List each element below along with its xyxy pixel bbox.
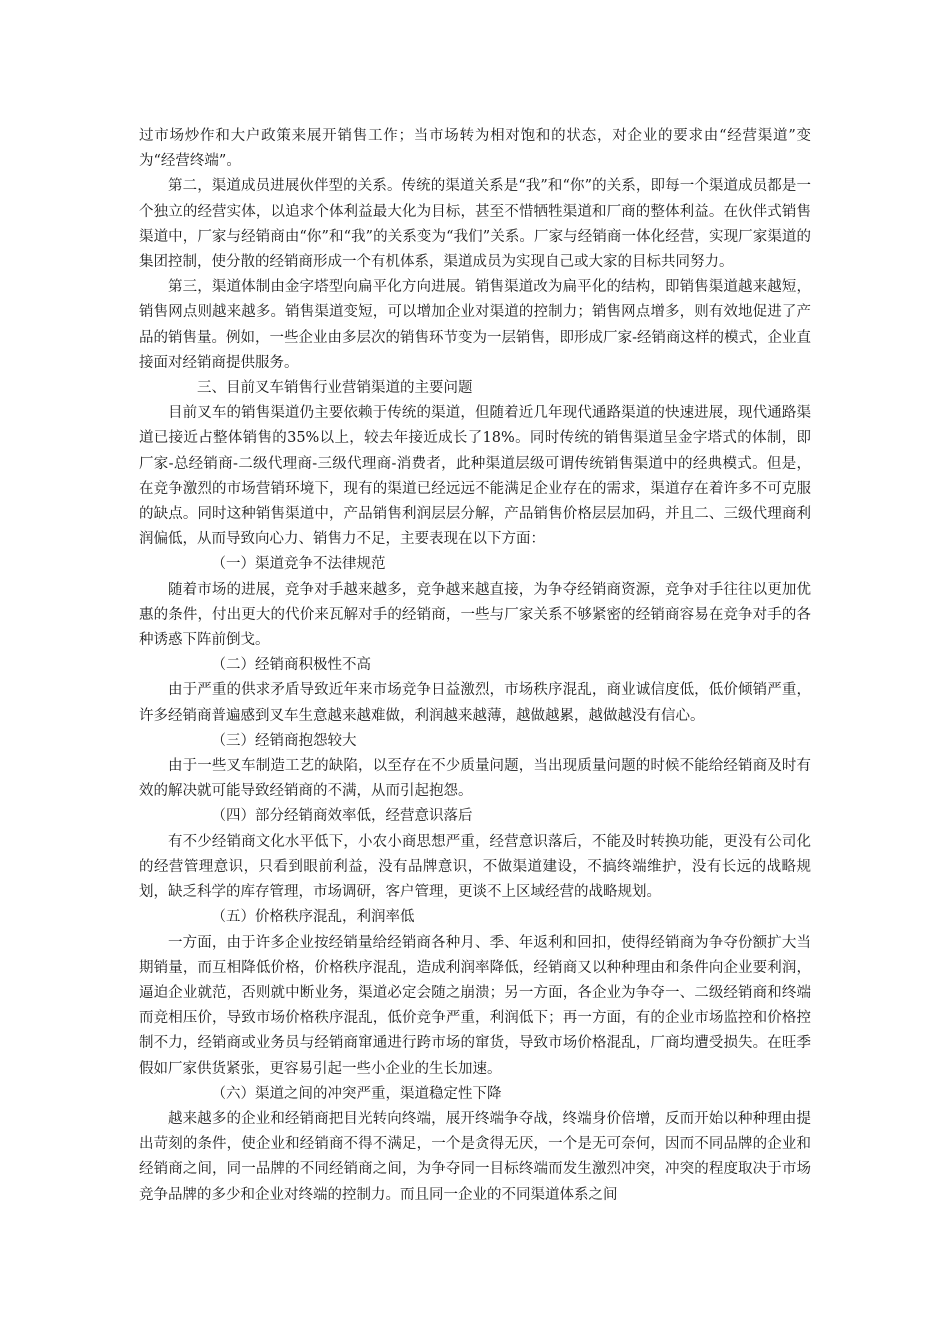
subheading-4: （四）部分经销商效率低，经营意识落后 [211, 808, 473, 825]
paragraph-complaints: 由于一些叉车制造工艺的缺陷，以至存在不少质量问题，当出现质量问题的时候不能给经销商及时有效的解决就可能导致经销商的不满，从而引起抱怨。 [139, 758, 811, 800]
paragraph-flattening: 第三，渠道体制由金字塔型向扁平化方向进展。销售渠道改为扁平化的结构，即销售渠道越来越短，销售网点则越来越多。销售渠道变短，可以增加企业对渠道的控制力；销售网点增多，则有效地促进了产品的销售量。例如，一些企业由多层次的销售环节变为一层销售，即形成厂家-经销商这样的模式，企业直接面对经销商提供服务。 [139, 279, 811, 371]
subheading-3: （三）经销商抱怨较大 [211, 732, 357, 749]
section-heading: 三、目前叉车销售行业营销渠道的主要问题 [197, 380, 473, 397]
paragraph-pricing: 一方面，由于许多企业按经销量给经销商各种月、季、年返利和回扣，使得经销商为争夺份额扩大当期销量，而互相降低价格，价格秩序混乱，造成利润率降低，经销商又以种种理由和条件向企业要利润，逼迫企业就范，否则就中断业务，渠道必定会随之崩溃；另一方面，各企业为争夺一、二级经销商和终端而竞相压价，导致市场价格秩序混乱，低价竞争严重，利润低下；再一方面，有的企业市场监控和价格控制不力，经销商或业务员与经销商窜通进行跨市场的窜货，导致市场价格混乱，厂商均遭受损失。在旺季假如厂家供货紧张，更容易引起一些小企业的生长加速。 [139, 934, 811, 1077]
paragraph-partner-relationship: 第二，渠道成员进展伙伴型的关系。传统的渠道关系是“我”和“你”的关系，即每一个渠道成员都是一个独立的经营实体，以追求个体利益最大化为目标，甚至不惜牺牲渠道和厂商的整体利益。在伙伴式销售渠道中，厂家与经销商由“你”和“我”的关系变为“我们”关系。厂家与经销商一体化经营，实现厂家渠道的集团控制，使分散的经销商形成一个有机体系，渠道成员为实现自己或大家的目标共同努力。 [139, 178, 811, 271]
paragraph-motivation: 由于严重的供求矛盾导致近年来市场竞争日益激烈，市场秩序混乱，商业诚信度低，低价倾销严重，许多经销商普遍感到叉车生意越来越难做，利润越来越薄，越做越累，越做越没有信心。 [139, 682, 811, 724]
paragraph-continuation: 过市场炒作和大户政策来展开销售工作；当市场转为相对饱和的状态，对企业的要求由“经营渠道”变为“经营终端”。 [139, 128, 811, 170]
subheading-2: （二）经销商积极性不高 [211, 657, 371, 674]
subheading-5: （五）价格秩序混乱，利润率低 [211, 909, 415, 926]
subheading-1: （一）渠道竞争不法律规范 [211, 556, 386, 573]
paragraph-efficiency: 有不少经销商文化水平低下，小农小商思想严重，经营意识落后，不能及时转换功能，更没有公司化的经营管理意识，只看到眼前利益，没有品牌意识，不做渠道建设，不搞终端维护，没有长远的战略规划，缺乏科学的库存管理，市场调研，客户管理，更谈不上区域经营的战略规划。 [139, 833, 811, 901]
paragraph-conflict: 越来越多的企业和经销商把目光转向终端，展开终端争夺战，终端身价倍增，反而开始以种种理由提出苛刻的条件，使企业和经销商不得不满足，一个是贪得无厌，一个是无可奈何，因而不同品牌的企业和经销商之间，同一品牌的不同经销商之间，为争夺同一目标终端而发生激烈冲突，冲突的程度取决于市场竞争品牌的多少和企业对终端的控制力。而且同一企业的不同渠道体系之间 [139, 1110, 811, 1203]
subheading-6: （六）渠道之间的冲突严重，渠道稳定性下降 [211, 1085, 502, 1102]
paragraph-competition: 随着市场的进展，竞争对手越来越多，竞争越来越直接，为争夺经销商资源，竞争对手往往以更加优惠的条件，付出更大的代价来瓦解对手的经销商，一些与厂家关系不够紧密的经销商容易在竞争对手的各种诱惑下阵前倒戈。 [139, 581, 811, 649]
paragraph-current-channels: 目前叉车的销售渠道仍主要依赖于传统的渠道，但随着近几年现代通路渠道的快速进展，现代通路渠道已接近占整体销售的35%以上，较去年接近成长了18%。同时传统的销售渠道呈金字塔式的体制，即厂家-总经销商-二级代理商-三级代理商-消费者，此种渠道层级可谓传统销售渠道中的经典模式。但是，在竞争激烈的市场营销环境下，现有的渠道已经远远不能满足企业存在的需求，渠道存在着许多不可克服的缺点。同时这种销售渠道中，产品销售利润层层分解，产品销售价格层层加码，并且二、三级代理商利润偏低，从而导致向心力、销售力不足，主要表现在以下方面： [139, 405, 811, 548]
document-page [139, 124, 811, 1208]
